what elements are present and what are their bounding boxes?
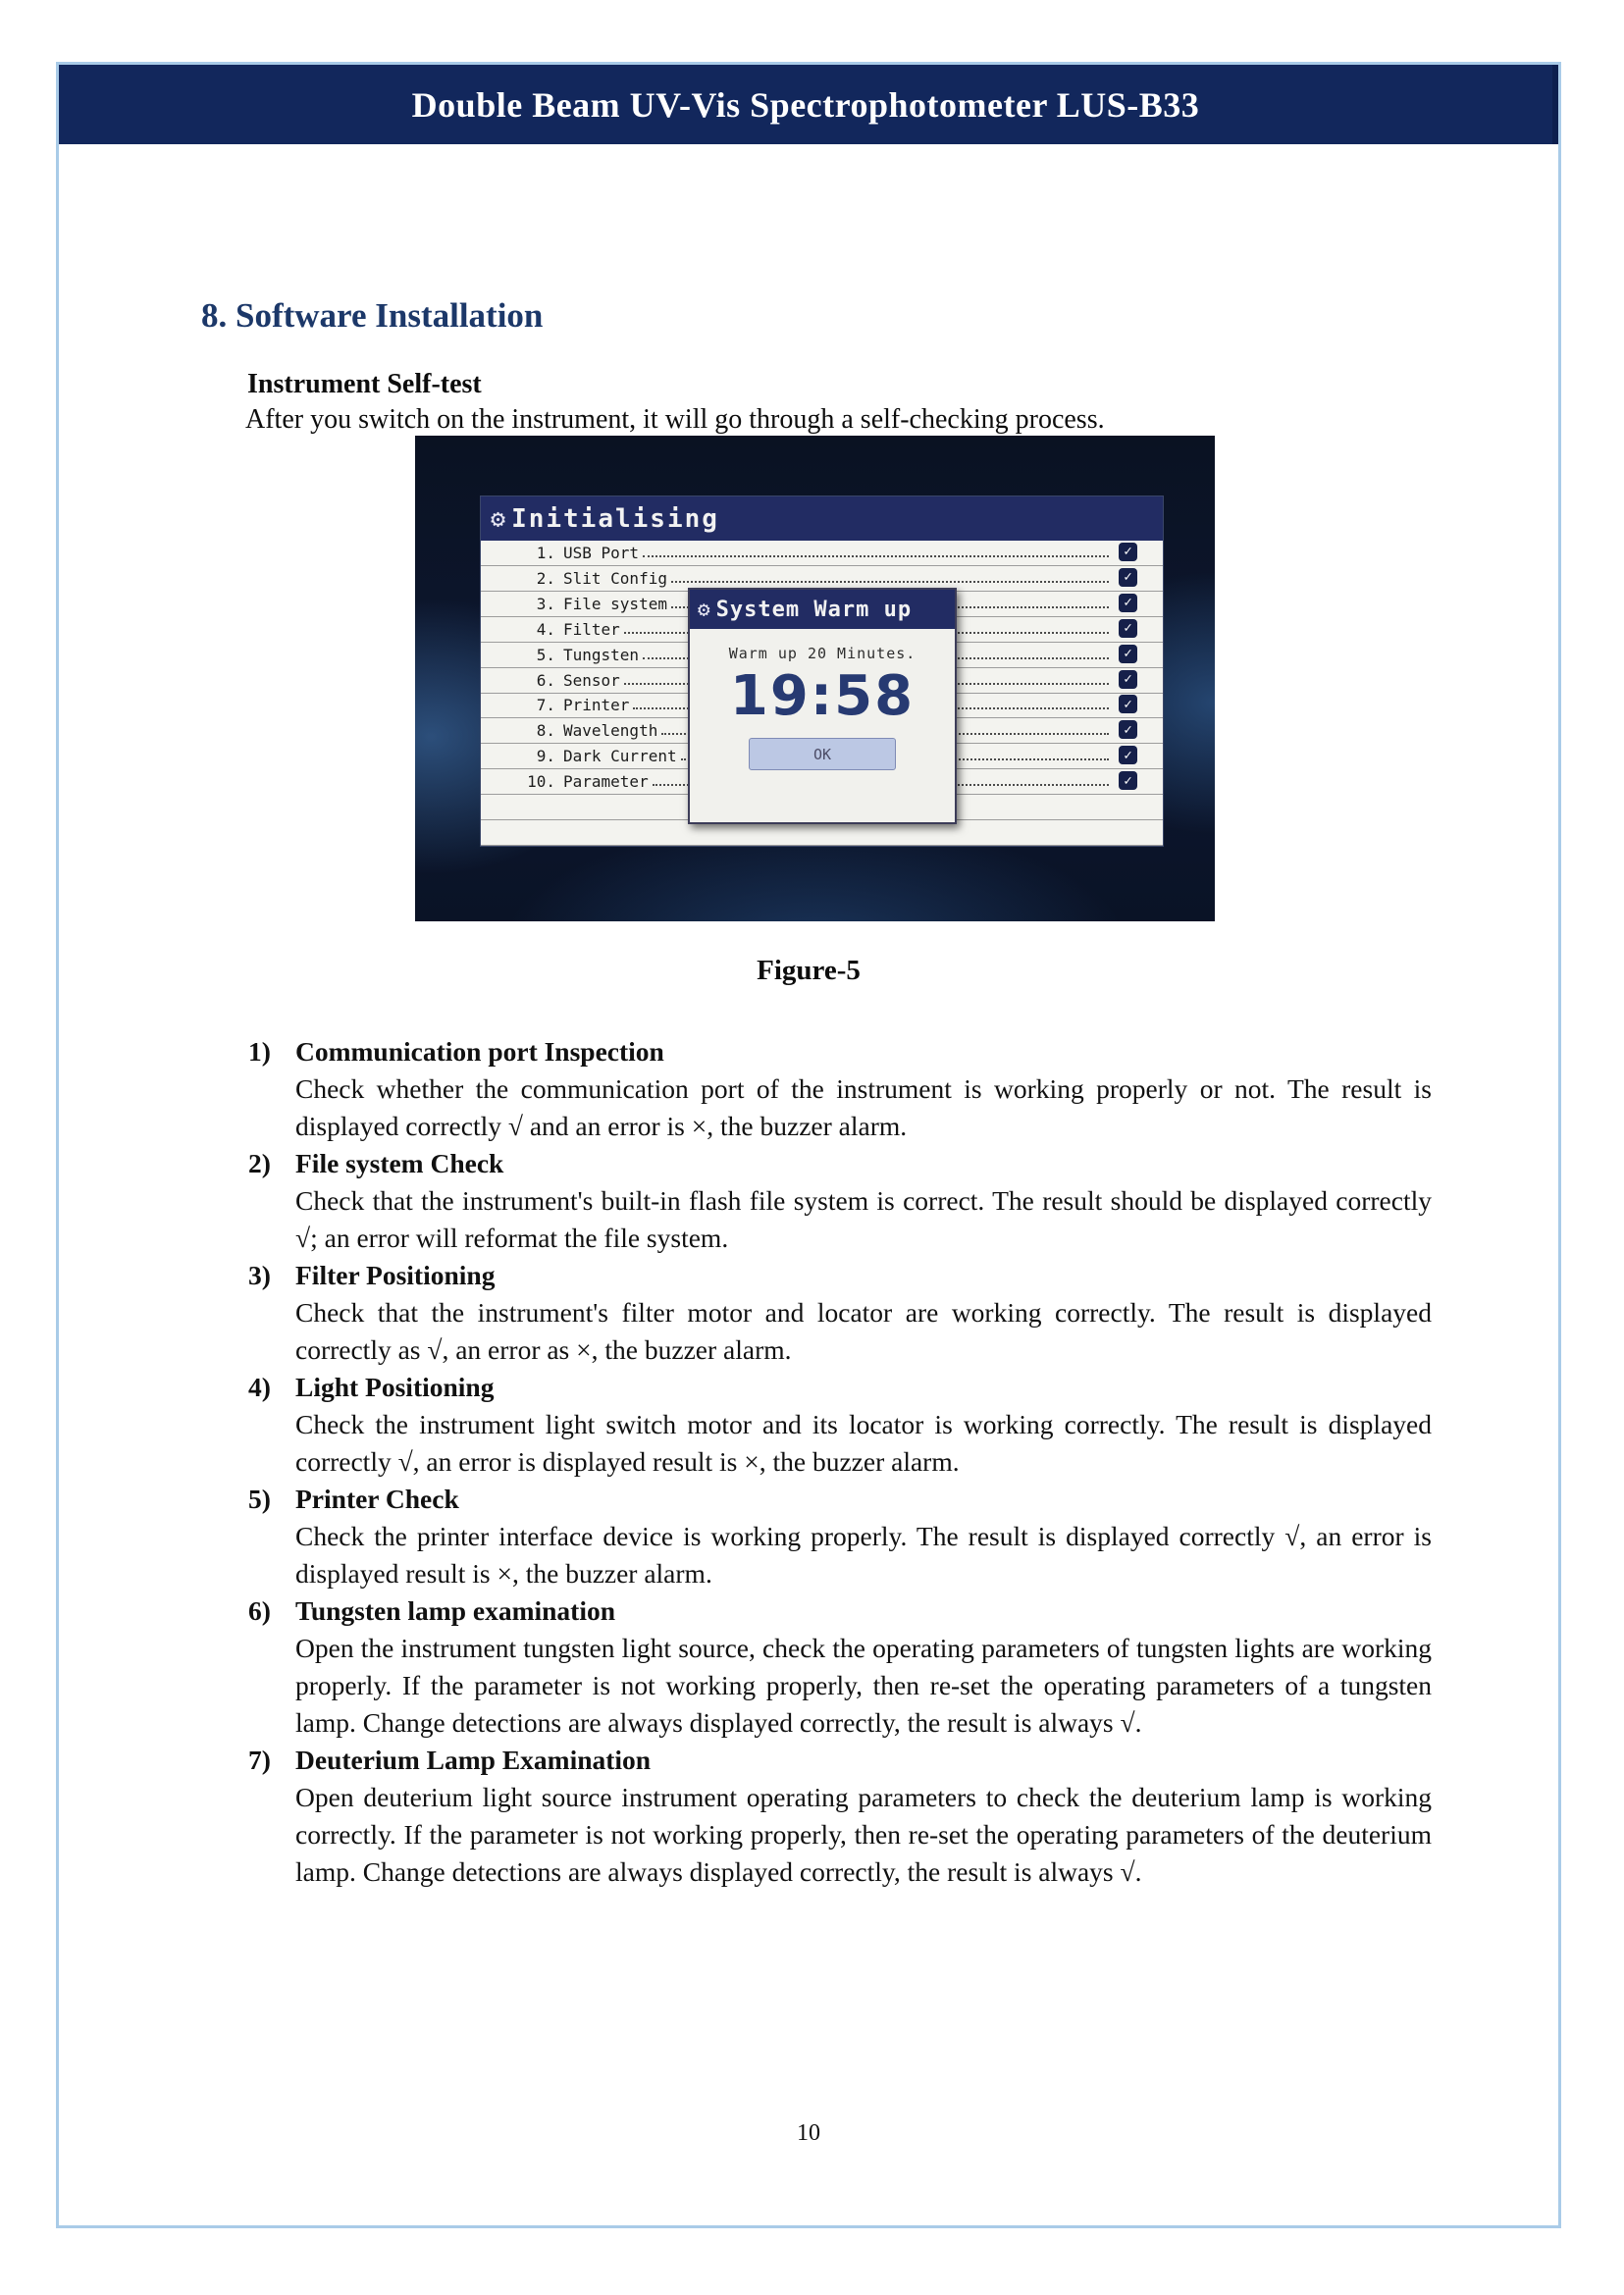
empty-row <box>481 820 1163 846</box>
figure-caption: Figure-5 <box>757 955 861 986</box>
row-number: 4. <box>536 619 555 639</box>
row-number: 3. <box>536 594 555 613</box>
checked-checkbox[interactable] <box>1119 771 1137 790</box>
checked-checkbox[interactable] <box>1119 594 1137 612</box>
step-item <box>248 1742 1432 1891</box>
step-title: Printer Check <box>295 1484 459 1514</box>
page-number: 10 <box>797 2120 820 2146</box>
dialog-titlebar <box>690 590 955 629</box>
dotted-leader <box>643 555 1109 557</box>
row-number: 2. <box>536 568 555 588</box>
dotted-leader <box>671 581 1109 583</box>
step-body: Open deuterium light source instrument operating parameters to check the deuterium lamp is working correctly. If the parameter is not working properly, then re-set the operating parameters of the deuterium lamp. Change detections are always displayed correctly, the result is always √. <box>295 1782 1432 1887</box>
window-titlebar <box>481 496 1163 541</box>
row-number: 9. <box>536 747 555 766</box>
row-label: Filter <box>563 619 620 639</box>
step-number: 2) <box>248 1148 271 1178</box>
step-item <box>248 1145 1432 1257</box>
gear-icon <box>491 506 505 531</box>
step-title: Communication port Inspection <box>295 1036 664 1067</box>
step-item <box>248 1033 1432 1145</box>
checked-checkbox[interactable] <box>1119 619 1137 638</box>
step-title: Deuterium Lamp Examination <box>295 1745 652 1775</box>
row-number: 7. <box>536 696 555 715</box>
window-title: Initialising <box>511 503 719 534</box>
checked-checkbox[interactable] <box>1119 695 1137 713</box>
step-title: Light Positioning <box>295 1372 495 1402</box>
checked-checkbox[interactable] <box>1119 670 1137 689</box>
warmup-countdown: 19:58 <box>729 664 916 728</box>
row-label: Slit Config <box>563 568 667 588</box>
step-item <box>248 1369 1432 1481</box>
row-number: 6. <box>536 670 555 690</box>
document-title: Double Beam UV-Vis Spectrophotometer LUS-B33 <box>411 84 1200 125</box>
ok-button[interactable]: OK <box>749 738 896 770</box>
row-number: 8. <box>536 721 555 741</box>
step-body: Check whether the communication port of the instrument is working properly or not. The result is displayed correctly √ and an error is ×, the buzzer alarm. <box>295 1073 1432 1141</box>
step-body: Check that the instrument's filter motor and locator are working correctly. The result is displayed correctly as √, an error as ×, the buzzer alarm. <box>295 1297 1432 1365</box>
subsection-heading: Instrument Self-test <box>247 369 482 399</box>
step-number: 5) <box>248 1484 271 1514</box>
page-frame <box>56 62 1561 2228</box>
selftest-row <box>481 541 1163 566</box>
step-title: File system Check <box>295 1148 504 1178</box>
row-label: Printer <box>563 696 630 715</box>
checked-checkbox[interactable] <box>1119 746 1137 764</box>
row-number: 10. <box>527 772 555 792</box>
warmup-message: Warm up 20 Minutes. <box>728 645 917 662</box>
checked-checkbox[interactable] <box>1119 645 1137 663</box>
intro-text: After you switch on the instrument, it will go through a self-checking process. <box>245 404 1105 435</box>
row-label: Parameter <box>563 772 649 792</box>
step-body: Check that the instrument's built-in flash file system is correct. The result should be displayed correctly √; an error will reformat the file system. <box>295 1185 1432 1253</box>
gear-icon <box>698 600 710 620</box>
row-label: File system <box>563 594 667 613</box>
step-title: Filter Positioning <box>295 1260 496 1290</box>
document-header <box>59 65 1558 144</box>
row-label: Tungsten <box>563 645 640 664</box>
step-number: 7) <box>248 1745 271 1775</box>
row-number: 5. <box>536 645 555 664</box>
dialog-title: System Warm up <box>715 597 913 622</box>
step-body: Check the instrument light switch motor and its locator is working correctly. The result is displayed correctly √, an error is displayed result is ×, the buzzer alarm. <box>295 1409 1432 1477</box>
step-number: 1) <box>248 1036 271 1067</box>
row-label: Sensor <box>563 670 620 690</box>
procedure-list <box>248 1033 1432 1891</box>
step-item <box>248 1257 1432 1369</box>
section-heading: 8. Software Installation <box>201 296 544 335</box>
step-body: Open the instrument tungsten light source, check the operating parameters of tungsten lights are working properly. If the parameter is not working properly, then re-set the operating parameters of a tungsten lamp. Change detections are always displayed correctly, the result is always √. <box>295 1633 1432 1738</box>
step-number: 6) <box>248 1595 271 1626</box>
step-item <box>248 1481 1432 1592</box>
step-body: Check the printer interface device is working properly. The result is displayed correctly √, an error is displayed result is ×, the buzzer alarm. <box>295 1521 1432 1589</box>
checked-checkbox[interactable] <box>1119 568 1137 587</box>
checked-checkbox[interactable] <box>1119 720 1137 739</box>
row-number: 1. <box>536 543 555 562</box>
row-label: Dark Current <box>563 747 677 766</box>
instrument-selftest-screenshot <box>415 436 1215 921</box>
system-warmup-dialog <box>688 588 957 824</box>
step-number: 4) <box>248 1372 271 1402</box>
row-label: Wavelength <box>563 721 658 741</box>
step-number: 3) <box>248 1260 271 1290</box>
checked-checkbox[interactable] <box>1119 543 1137 561</box>
step-item <box>248 1592 1432 1742</box>
step-title: Tungsten lamp examination <box>295 1595 615 1626</box>
row-label: USB Port <box>563 543 640 562</box>
